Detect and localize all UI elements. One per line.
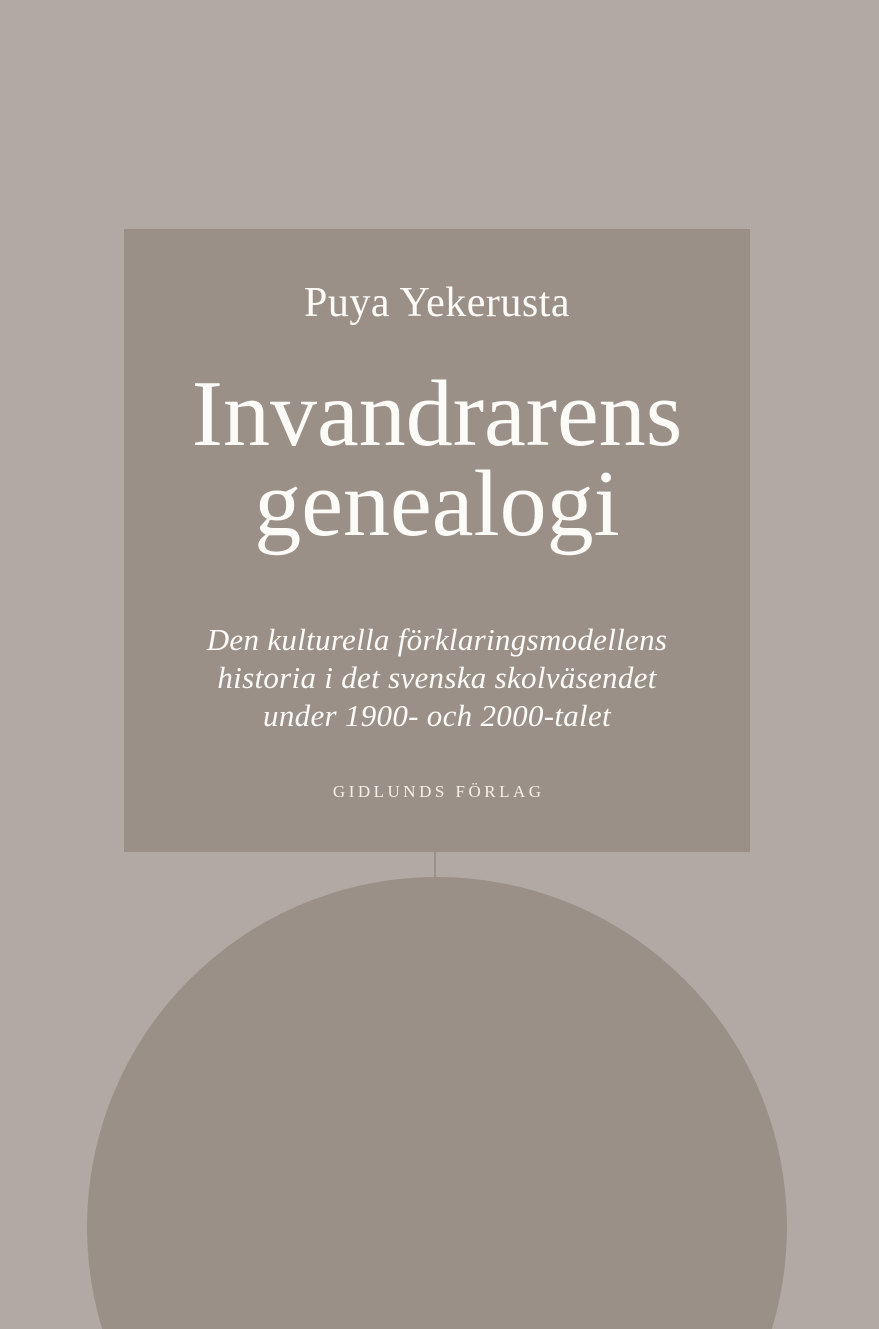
book-subtitle — [124, 621, 750, 735]
book-title-line-2: genealogi — [254, 452, 620, 556]
title-panel — [124, 229, 750, 852]
author-name: Puya Yekerusta — [304, 280, 570, 326]
connector-line — [434, 851, 436, 879]
book-title — [124, 362, 750, 556]
book-subtitle-line-2: historia i det svenska skolväsendet — [217, 660, 657, 695]
circle-ornament — [87, 877, 787, 1329]
book-title-line-1: Invandrarens — [191, 362, 683, 466]
book-subtitle-line-3: under 1900- och 2000-talet — [263, 698, 611, 733]
publisher-name: GIDLUNDS FÖRLAG — [332, 782, 545, 801]
book-subtitle-line-1: Den kulturella förklaringsmodellens — [206, 622, 668, 657]
